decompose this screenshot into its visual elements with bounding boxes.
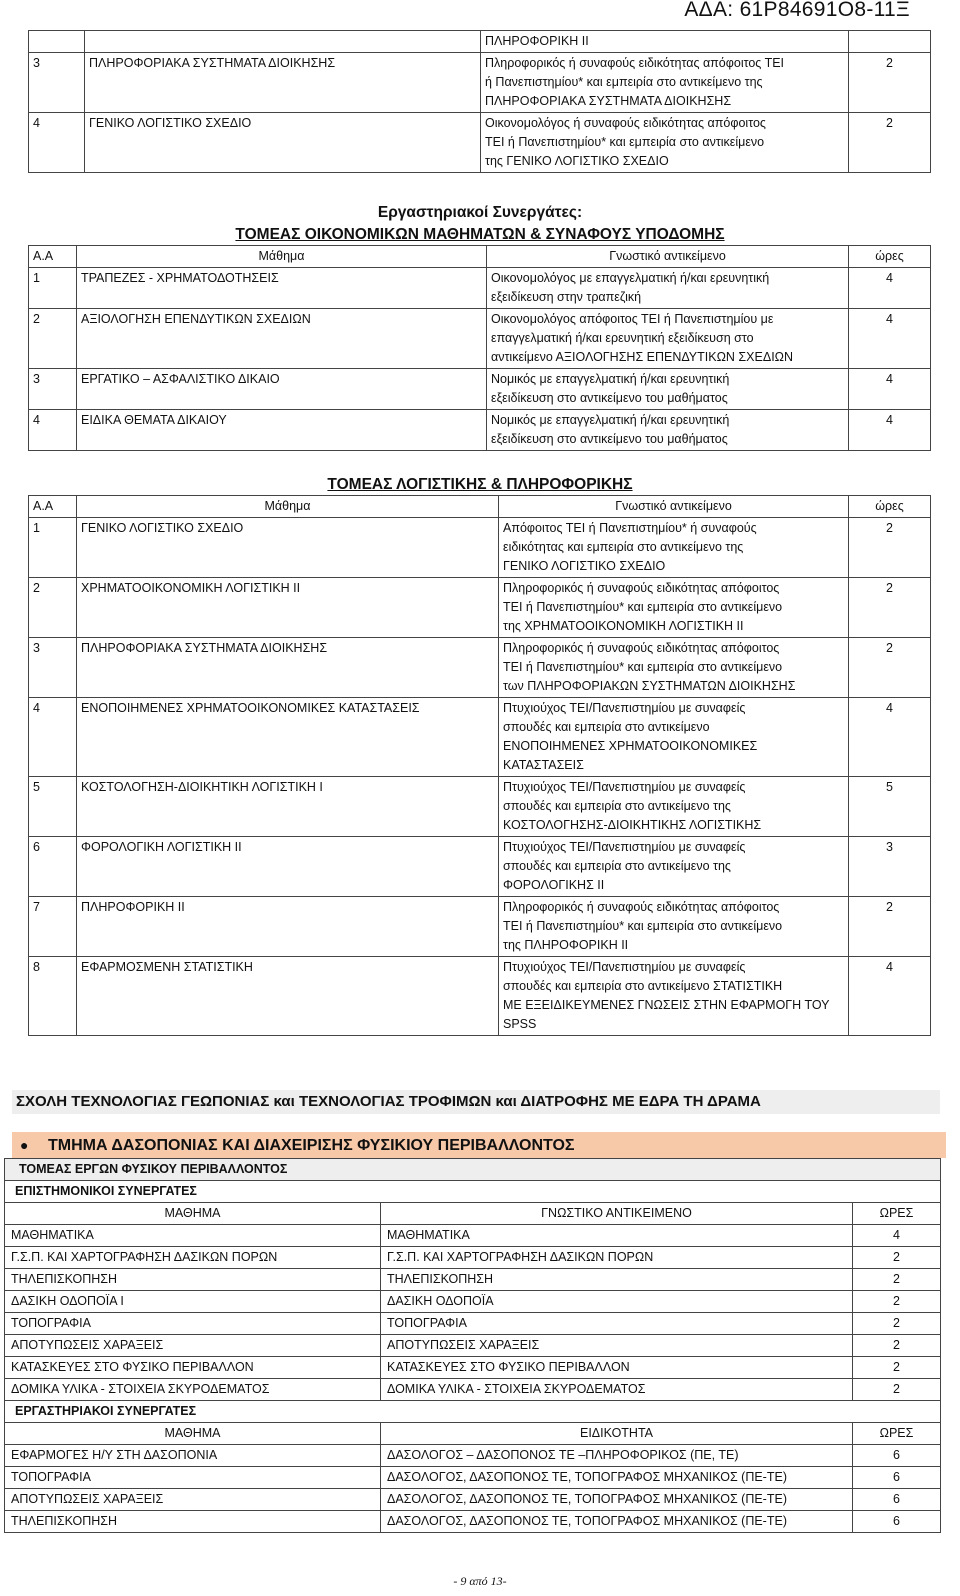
sector1-table (28, 245, 931, 451)
sci-title-row (5, 1181, 941, 1203)
knowledge-cell (487, 268, 849, 309)
knowledge-line: εξειδίκευση στο αντικείμενο του μαθήματος (491, 432, 728, 446)
sector2-table (28, 495, 931, 1036)
lesson-cell: ΤΟΠΟΓΡΑΦΙΑ (5, 1467, 381, 1489)
knowledge-line: της ΠΛΗΡΟΦΟΡΙΚΗ ΙΙ (503, 938, 629, 952)
table-row (29, 957, 931, 1036)
table-header (29, 246, 931, 268)
knowledge-cell (499, 578, 849, 638)
hours-cell: 2 (853, 1291, 941, 1313)
hours-cell: 2 (849, 897, 931, 957)
knowledge-cell: ΔΑΣΟΛΟΓΟΣ, ΔΑΣΟΠΟΝΟΣ ΤΕ, ΤΟΠΟΓΡΑΦΟΣ ΜΗΧΑΝΙΚΟΣ (ΠΕ-ΤΕ) (381, 1467, 853, 1489)
hours-cell: 2 (853, 1357, 941, 1379)
knowledge-line: Πληροφορικός ή συναφούς ειδικότητας απόφοιτος (503, 581, 780, 595)
knowledge-line: Πληροφορικός ή συναφούς ειδικότητας απόφοιτος ΤΕΙ (485, 56, 785, 70)
knowledge-line: Οικονομολόγος ή συναφούς ειδικότητας απόφοιτος (485, 116, 766, 130)
knowledge-cell: ΔΟΜΙΚΑ ΥΛΙΚΑ - ΣΤΟΙΧΕΙΑ ΣΚΥΡΟΔΕΜΑΤΟΣ (381, 1379, 853, 1401)
knowledge-cell: ΔΑΣΟΛΟΓΟΣ – ΔΑΣΟΠΟΝΟΣ ΤΕ –ΠΛΗΡΟΦΟΡΙΚΟΣ (ΠΕ, ΤΕ) (381, 1445, 853, 1467)
knowledge-cell (487, 410, 849, 451)
hours-cell: 2 (853, 1379, 941, 1401)
header-lesson: ΜΑΘΗΜΑ (5, 1203, 381, 1225)
row-number (29, 31, 85, 53)
lesson-cell: ΤΗΛΕΠΙΣΚΟΠΗΣΗ (5, 1511, 381, 1533)
knowledge-cell (481, 53, 849, 113)
table-row (29, 837, 931, 897)
table-row (5, 1445, 941, 1467)
knowledge-line: Απόφοιτος ΤΕΙ ή Πανεπιστημίου* ή συναφούς (503, 521, 757, 535)
knowledge-line: επαγγελματική ή/και ερευνητική εξειδίκευση στο (491, 331, 754, 345)
knowledge-cell (499, 698, 849, 777)
knowledge-line: ΚΑΤΑΣΤΑΣΕΙΣ (503, 758, 584, 772)
header-aa: Α.Α (29, 246, 77, 268)
knowledge-line: εξειδίκευση στο αντικείμενο του μαθήματος (491, 391, 728, 405)
knowledge-line: Πληροφορικός ή συναφούς ειδικότητας απόφοιτος (503, 900, 780, 914)
sci-header-row (5, 1203, 941, 1225)
hours-cell: 4 (849, 268, 931, 309)
knowledge-line: Οικονομολόγος με επαγγελματική ή/και ερευνητική (491, 271, 770, 285)
knowledge-line: ΤΕΙ ή Πανεπιστημίου* και εμπειρία στο αντικείμενο (485, 135, 765, 149)
knowledge-cell (481, 31, 849, 53)
lesson-cell: ΚΟΣΤΟΛΟΓΗΣΗ-ΔΙΟΙΚΗΤΙΚΗ ΛΟΓΙΣΤΙΚΗ Ι (77, 777, 499, 837)
lesson-cell: ΑΠΟΤΥΠΩΣΕΙΣ ΧΑΡΑΞΕΙΣ (5, 1335, 381, 1357)
lab-title: ΕΡΓΑΣΤΗΡΙΑΚΟΙ ΣΥΝΕΡΓΑΤΕΣ (5, 1401, 941, 1423)
table-row (29, 369, 931, 410)
header-knowledge: Γνωστικό αντικείμενο (487, 246, 849, 268)
knowledge-cell (499, 638, 849, 698)
hours-cell: 2 (849, 578, 931, 638)
knowledge-line: ΠΛΗΡΟΦΟΡΙΚΗ ΙΙ (485, 34, 589, 48)
hours-cell: 2 (853, 1269, 941, 1291)
table-row (5, 1225, 941, 1247)
knowledge-line: ΤΕΙ ή Πανεπιστημίου* και εμπειρία στο αντικείμενο (503, 919, 783, 933)
table-row (5, 1379, 941, 1401)
row-number: 2 (29, 578, 77, 638)
row-number: 8 (29, 957, 77, 1036)
row-number: 1 (29, 268, 77, 309)
knowledge-line: σπουδές και εμπειρία στο αντικείμενο της (503, 859, 731, 873)
table-row (5, 1467, 941, 1489)
hours-cell: 2 (849, 113, 931, 173)
knowledge-cell: ΔΑΣΟΛΟΓΟΣ, ΔΑΣΟΠΟΝΟΣ ΤΕ, ΤΟΠΟΓΡΑΦΟΣ ΜΗΧΑΝΙΚΟΣ (ΠΕ-ΤΕ) (381, 1511, 853, 1533)
knowledge-cell: ΑΠΟΤΥΠΩΣΕΙΣ ΧΑΡΑΞΕΙΣ (381, 1335, 853, 1357)
knowledge-cell: ΜΑΘΗΜΑΤΙΚΑ (381, 1225, 853, 1247)
knowledge-cell: Γ.Σ.Π. ΚΑΙ ΧΑΡΤΟΓΡΑΦΗΣΗ ΔΑΣΙΚΩΝ ΠΟΡΩΝ (381, 1247, 853, 1269)
knowledge-cell: ΔΑΣΙΚΗ ΟΔΟΠΟΪΑ (381, 1291, 853, 1313)
knowledge-line: ΤΕΙ ή Πανεπιστημίου* και εμπειρία στο αντικείμενο (503, 660, 783, 674)
knowledge-cell (487, 309, 849, 369)
lab-heading: Εργαστηριακοί Συνεργάτες: (377, 204, 583, 221)
row-number: 1 (29, 518, 77, 578)
knowledge-line: SPSS (503, 1017, 537, 1031)
table-header (29, 496, 931, 518)
table-row (29, 518, 931, 578)
lesson-cell: ΤΟΠΟΓΡΑΦΙΑ (5, 1313, 381, 1335)
knowledge-line: ΕΝΟΠΟΙΗΜΕΝΕΣ ΧΡΗΜΑΤΟΟΙΚΟΝΟΜΙΚΕΣ (503, 739, 758, 753)
lesson-cell: ΜΑΘΗΜΑΤΙΚΑ (5, 1225, 381, 1247)
knowledge-cell (499, 837, 849, 897)
page-footer: - 9 από 13- (453, 1574, 507, 1588)
lesson-cell: ΔΟΜΙΚΑ ΥΛΙΚΑ - ΣΤΟΙΧΕΙΑ ΣΚΥΡΟΔΕΜΑΤΟΣ (5, 1379, 381, 1401)
table-row (5, 1511, 941, 1533)
knowledge-line: ειδικότητας και εμπειρία στο αντικείμενο της (503, 540, 744, 554)
hours-cell: 4 (849, 369, 931, 410)
header-aa: Α.Α (29, 496, 77, 518)
knowledge-cell (499, 957, 849, 1036)
sector1-title: ΤΟΜΕΑΣ ΟΙΚΟΝΟΜΙΚΩΝ ΜΑΘΗΜΑΤΩΝ & ΣΥΝΑΦΟΥΣ ΥΠΟΔΟΜΗΣ (235, 226, 725, 243)
lesson-cell: ΔΑΣΙΚΗ ΟΔΟΠΟΪΑ Ι (5, 1291, 381, 1313)
knowledge-line: Πτυχιούχος ΤΕΙ/Πανεπιστημίου με συναφείς (503, 840, 746, 854)
header-hours: ώρες (849, 496, 931, 518)
header-lesson: ΜΑΘΗΜΑ (5, 1423, 381, 1445)
knowledge-line: της ΧΡΗΜΑΤΟΟΙΚΟΝΟΜΙΚΗ ΛΟΓΙΣΤΙΚΗ ΙΙ (503, 619, 744, 633)
lab-title-row (5, 1401, 941, 1423)
knowledge-line: ΠΛΗΡΟΦΟΡΙΑΚΑ ΣΥΣΤΗΜΑΤΑ ΔΙΟΙΚΗΣΗΣ (485, 94, 732, 108)
table-row (29, 578, 931, 638)
lesson-cell: ΚΑΤΑΣΚΕΥΕΣ ΣΤΟ ΦΥΣΙΚΟ ΠΕΡΙΒΑΛΛΟΝ (5, 1357, 381, 1379)
header-knowledge: ΓΝΩΣΤΙΚΟ ΑΝΤΙΚΕΙΜΕΝΟ (381, 1203, 853, 1225)
row-number: 7 (29, 897, 77, 957)
knowledge-line: Πτυχιούχος ΤΕΙ/Πανεπιστημίου με συναφείς (503, 701, 746, 715)
lesson-cell (85, 31, 481, 53)
knowledge-line: Οικονομολόγος απόφοιτος ΤΕΙ ή Πανεπιστημίου με (491, 312, 774, 326)
knowledge-cell (481, 113, 849, 173)
hours-cell: 3 (849, 837, 931, 897)
lesson-cell: ΕΝΟΠΟΙΗΜΕΝΕΣ ΧΡΗΜΑΤΟΟΙΚΟΝΟΜΙΚΕΣ ΚΑΤΑΣΤΑΣΕΙΣ (77, 698, 499, 777)
table-row (29, 113, 931, 173)
hours-cell: 2 (853, 1247, 941, 1269)
knowledge-line: Νομικός με επαγγελματική ή/και ερευνητική (491, 413, 730, 427)
lesson-cell: ΕΦΑΡΜΟΣΜΕΝΗ ΣΤΑΤΙΣΤΙΚΗ (77, 957, 499, 1036)
lesson-cell: ΤΡΑΠΕΖΕΣ - ΧΡΗΜΑΤΟΔΟΤΗΣΕΙΣ (77, 268, 487, 309)
knowledge-line: ΦΟΡΟΛΟΓΙΚΗΣ ΙΙ (503, 878, 605, 892)
department-title-text: ΤΜΗΜΑ ΔΑΣΟΠΟΝΙΑΣ ΚΑΙ ΔΙΑΧΕΙΡΙΣΗΣ ΦΥΣΙΚΙΟΥ ΠΕΡΙΒΑΛΛΟΝΤΟΣ (48, 1137, 575, 1154)
lesson-cell: ΠΛΗΡΟΦΟΡΙΑΚΑ ΣΥΣΤΗΜΑΤΑ ΔΙΟΙΚΗΣΗΣ (85, 53, 481, 113)
school-title: ΣΧΟΛΗ ΤΕΧΝΟΛΟΓΙΑΣ ΓΕΩΠΟΝΙΑΣ και ΤΕΧΝΟΛΟΓΙΑΣ ΤΡΟΦΙΜΩΝ και ΔΙΑΤΡΟΦΗΣ ΜΕ ΕΔΡΑ ΤΗ ΔΡΑΜΑ (12, 1090, 940, 1114)
sector-row (5, 1159, 941, 1181)
hours-cell: 6 (853, 1511, 941, 1533)
hours-cell: 4 (849, 309, 931, 369)
sector2-title: ΤΟΜΕΑΣ ΛΟΓΙΣΤΙΚΗΣ & ΠΛΗΡΟΦΟΡΙΚΗΣ (327, 476, 633, 493)
knowledge-line: σπουδές και εμπειρία στο αντικείμενο της (503, 799, 731, 813)
hours-cell: 4 (849, 410, 931, 451)
hours-cell: 2 (853, 1313, 941, 1335)
knowledge-line: ΜΕ ΕΞΕΙΔΙΚΕΥΜΕΝΕΣ ΓΝΩΣΕΙΣ ΣΤΗΝ ΕΦΑΡΜΟΓΗ ΤΟΥ (503, 998, 830, 1012)
sci-title: ΕΠΙΣΤΗΜΟΝΙΚΟΙ ΣΥΝΕΡΓΑΤΕΣ (5, 1181, 941, 1203)
row-number: 6 (29, 837, 77, 897)
hours-cell: 4 (849, 698, 931, 777)
knowledge-line: αντικείμενο ΑΞΙΟΛΟΓΗΣΗΣ ΕΠΕΝΔΥΤΙΚΩΝ ΣΧΕΔΙΩΝ (491, 350, 794, 364)
header-hours: ΩΡΕΣ (853, 1423, 941, 1445)
lesson-cell: ΕΙΔΙΚΑ ΘΕΜΑΤΑ ΔΙΚΑΙΟΥ (77, 410, 487, 451)
table-row (29, 638, 931, 698)
hours-cell: 4 (853, 1225, 941, 1247)
knowledge-line: Πτυχιούχος ΤΕΙ/Πανεπιστημίου με συναφείς (503, 960, 746, 974)
knowledge-line: Πληροφορικός ή συναφούς ειδικότητας απόφοιτος (503, 641, 780, 655)
knowledge-cell (499, 518, 849, 578)
forest-sector-title: ΤΟΜΕΑΣ ΕΡΓΩΝ ΦΥΣΙΚΟΥ ΠΕΡΙΒΑΛΛΟΝΤΟΣ (5, 1159, 941, 1181)
table-row (29, 777, 931, 837)
table-row (5, 1489, 941, 1511)
table-row (5, 1313, 941, 1335)
header-lesson: Μάθημα (77, 246, 487, 268)
table-row (5, 1247, 941, 1269)
lesson-cell: ΠΛΗΡΟΦΟΡΙΑΚΑ ΣΥΣΤΗΜΑΤΑ ΔΙΟΙΚΗΣΗΣ (77, 638, 499, 698)
table-row (29, 53, 931, 113)
header-hours: ώρες (849, 246, 931, 268)
knowledge-cell: ΤΗΛΕΠΙΣΚΟΠΗΣΗ (381, 1269, 853, 1291)
row-number: 5 (29, 777, 77, 837)
table-row (29, 897, 931, 957)
lesson-cell: ΤΗΛΕΠΙΣΚΟΠΗΣΗ (5, 1269, 381, 1291)
lesson-cell: ΓΕΝΙΚΟ ΛΟΓΙΣΤΙΚΟ ΣΧΕΔΙΟ (77, 518, 499, 578)
lab-header-row (5, 1423, 941, 1445)
hours-cell: 6 (853, 1489, 941, 1511)
knowledge-line: Πτυχιούχος ΤΕΙ/Πανεπιστημίου με συναφείς (503, 780, 746, 794)
hours-cell: 2 (849, 638, 931, 698)
knowledge-line: ΚΟΣΤΟΛΟΓΗΣΗΣ-ΔΙΟΙΚΗΤΙΚΗΣ ΛΟΓΙΣΤΙΚΗΣ (503, 818, 762, 832)
row-number: 4 (29, 410, 77, 451)
knowledge-line: Νομικός με επαγγελματική ή/και ερευνητική (491, 372, 730, 386)
table-row (29, 309, 931, 369)
table-row (29, 268, 931, 309)
knowledge-cell: ΤΟΠΟΓΡΑΦΙΑ (381, 1313, 853, 1335)
knowledge-cell (499, 777, 849, 837)
hours-cell (849, 31, 931, 53)
knowledge-line: ή Πανεπιστημίου* και εμπειρία στο αντικείμενο της (485, 75, 763, 89)
table-row (29, 31, 931, 53)
knowledge-line: ΓΕΝΙΚΟ ΛΟΓΙΣΤΙΚΟ ΣΧΕΔΙΟ (503, 559, 666, 573)
ada-code: ΑΔΑ: 61Ρ84691Ο8-11Ξ (684, 0, 910, 21)
knowledge-line: ΤΕΙ ή Πανεπιστημίου* και εμπειρία στο αντικείμενο (503, 600, 783, 614)
hours-cell: 5 (849, 777, 931, 837)
header-knowledge: Γνωστικό αντικείμενο (499, 496, 849, 518)
knowledge-cell: ΔΑΣΟΛΟΓΟΣ, ΔΑΣΟΠΟΝΟΣ ΤΕ, ΤΟΠΟΓΡΑΦΟΣ ΜΗΧΑΝΙΚΟΣ (ΠΕ-ΤΕ) (381, 1489, 853, 1511)
lesson-cell: ΧΡΗΜΑΤΟΟΙΚΟΝΟΜΙΚΗ ΛΟΓΙΣΤΙΚΗ ΙΙ (77, 578, 499, 638)
forest-table (4, 1158, 941, 1533)
knowledge-cell: ΚΑΤΑΣΚΕΥΕΣ ΣΤΟ ΦΥΣΙΚΟ ΠΕΡΙΒΑΛΛΟΝ (381, 1357, 853, 1379)
header-knowledge: ΕΙΔΙΚΟΤΗΤΑ (381, 1423, 853, 1445)
lesson-cell: ΓΕΝΙΚΟ ΛΟΓΙΣΤΙΚΟ ΣΧΕΔΙΟ (85, 113, 481, 173)
lesson-cell: ΦΟΡΟΛΟΓΙΚΗ ΛΟΓΙΣΤΙΚΗ ΙΙ (77, 837, 499, 897)
knowledge-cell (487, 369, 849, 410)
table-row (5, 1269, 941, 1291)
table-row (29, 698, 931, 777)
row-number: 3 (29, 53, 85, 113)
knowledge-cell (499, 897, 849, 957)
knowledge-line: της ΓΕΝΙΚΟ ΛΟΓΙΣΤΙΚΟ ΣΧΕΔΙΟ (485, 154, 669, 168)
lesson-cell: ΑΞΙΟΛΟΓΗΣΗ ΕΠΕΝΔΥΤΙΚΩΝ ΣΧΕΔΙΩΝ (77, 309, 487, 369)
table-row (5, 1291, 941, 1313)
department-title (12, 1132, 946, 1158)
hours-cell: 6 (853, 1445, 941, 1467)
hours-cell: 6 (853, 1467, 941, 1489)
knowledge-line: σπουδές και εμπειρία στο αντικείμενο (503, 720, 710, 734)
table-row (5, 1335, 941, 1357)
row-number: 3 (29, 369, 77, 410)
hours-cell: 2 (849, 518, 931, 578)
lesson-cell: ΠΛΗΡΟΦΟΡΙΚΗ ΙΙ (77, 897, 499, 957)
top-table (28, 30, 931, 173)
row-number: 4 (29, 698, 77, 777)
lesson-cell: Γ.Σ.Π. ΚΑΙ ΧΑΡΤΟΓΡΑΦΗΣΗ ΔΑΣΙΚΩΝ ΠΟΡΩΝ (5, 1247, 381, 1269)
knowledge-line: σπουδές και εμπειρία στο αντικείμενο ΣΤΑΤΙΣΤΙΚΗ (503, 979, 783, 993)
lesson-cell: ΑΠΟΤΥΠΩΣΕΙΣ ΧΑΡΑΞΕΙΣ (5, 1489, 381, 1511)
knowledge-line: των ΠΛΗΡΟΦΟΡΙΑΚΩΝ ΣΥΣΤΗΜΑΤΩΝ ΔΙΟΙΚΗΣΗΣ (503, 679, 796, 693)
knowledge-line: εξειδίκευση στην τραπεζική (491, 290, 642, 304)
row-number: 3 (29, 638, 77, 698)
row-number: 2 (29, 309, 77, 369)
header-hours: ΩΡΕΣ (853, 1203, 941, 1225)
row-number: 4 (29, 113, 85, 173)
hours-cell: 2 (853, 1335, 941, 1357)
table-row (5, 1357, 941, 1379)
header-lesson: Μάθημα (77, 496, 499, 518)
lesson-cell: ΕΡΓΑΤΙΚΟ – ΑΣΦΑΛΙΣΤΙΚΟ ΔΙΚΑΙΟ (77, 369, 487, 410)
lesson-cell: ΕΦΑΡΜΟΓΕΣ Η/Υ ΣΤΗ ΔΑΣΟΠΟΝΙΑ (5, 1445, 381, 1467)
table-row (29, 410, 931, 451)
hours-cell: 4 (849, 957, 931, 1036)
bullet-icon: ● (20, 1137, 29, 1153)
hours-cell: 2 (849, 53, 931, 113)
